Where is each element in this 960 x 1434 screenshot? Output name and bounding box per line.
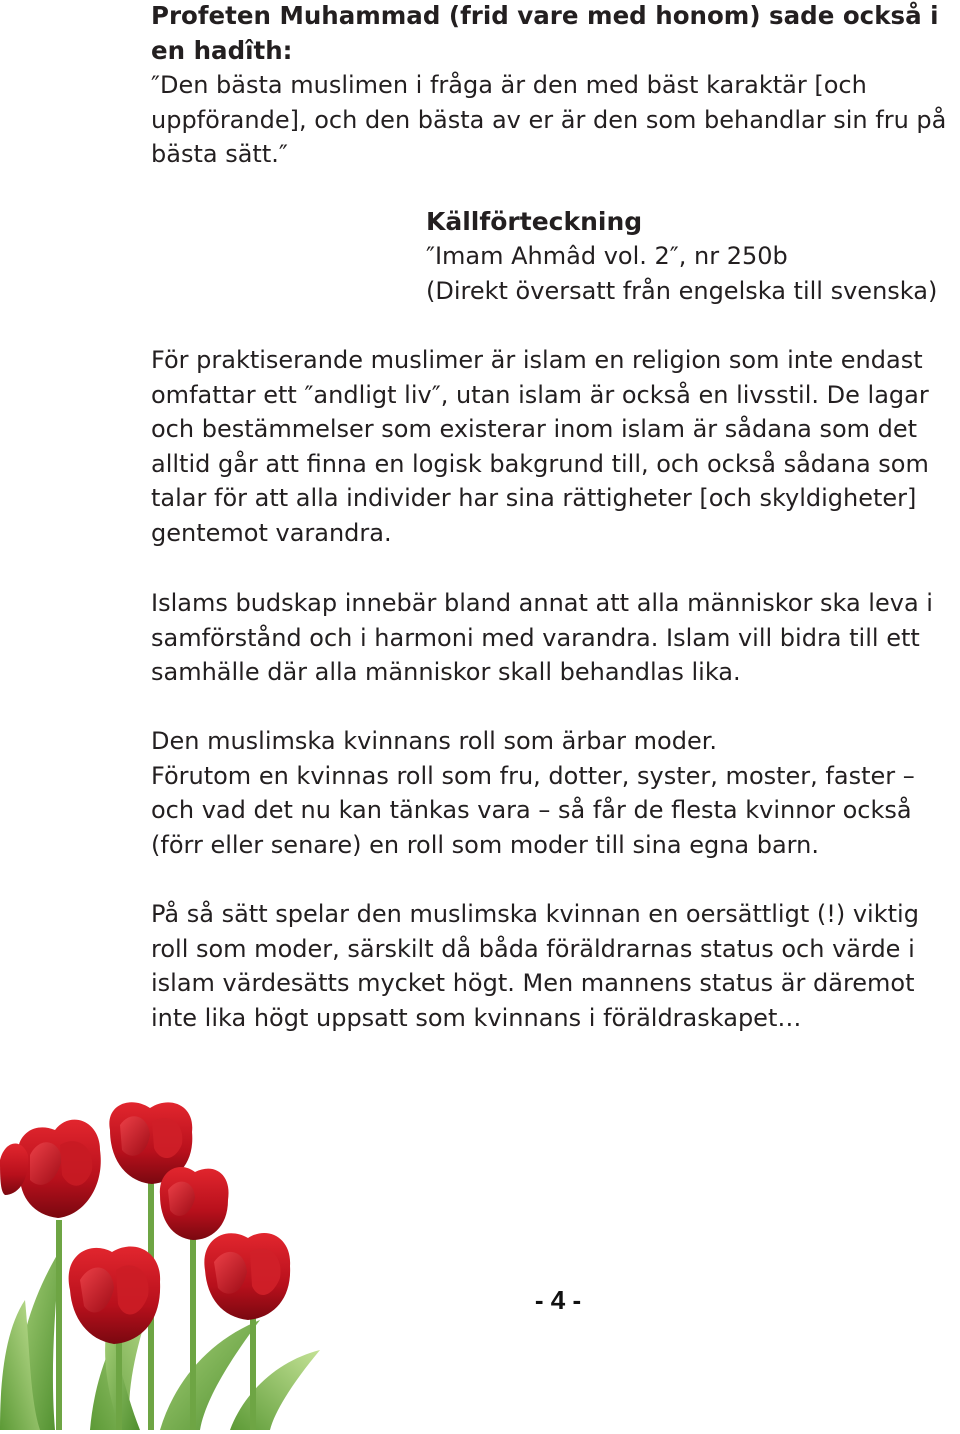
hadith-quote: ″Den bästa muslimen i fråga är den med bäst karaktär [och uppförande], och den bästa av er är den som behandlar sin fru på bästa sätt.″ <box>151 71 947 169</box>
paragraph-mother-status: På så sätt spelar den muslimska kvinnan en oersättligt (!) viktig roll som moder, särskilt då båda föräldrarnas status och värde i islam värdesätts mycket högt. Men mannens status är däremot inte lika högt uppsatt som kvinnans i föräldraskapet… <box>151 900 919 1032</box>
source-title: Källförteckning <box>426 207 643 236</box>
paragraph-islam-lifestyle: För praktiserande muslimer är islam en religion som inte endast omfattar ett ″andligt liv″, utan islam är också en livsstil. De lagar och bestämmelser som existerar inom islam är sådana som det alltid går att finna en logisk bakgrund till, och också sådana som talar för att alla individer har sina rättigheter [och skyldigheter] gentemot varandra. <box>151 346 929 547</box>
hadith-heading: Profeten Muhammad (frid vare med honom) sade också i en hadîth: <box>151 1 939 65</box>
source-line-2: (Direkt översatt från engelska till svenska) <box>426 276 938 305</box>
hadith-intro <box>151 0 951 172</box>
page-number: - 4 - <box>534 1285 582 1315</box>
red-tulips-illustration <box>0 1100 330 1430</box>
source-reference <box>426 205 946 308</box>
source-line-1: ″Imam Ahmâd vol. 2″, nr 250b <box>426 242 788 270</box>
paragraph-mother-role: Den muslimska kvinnans roll som ärbar moder. Förutom en kvinnas roll som fru, dotter, syster, moster, faster – och vad det nu kan tänkas vara – så får de flesta kvinnor också (förr eller senare) en roll som moder till sina egna barn. <box>151 727 915 859</box>
paragraph-islam-message: Islams budskap innebär bland annat att alla människor ska leva i samförstånd och i harmoni med varandra. Islam vill bidra till ett samhälle där alla människor skall behandlas lika. <box>151 589 933 687</box>
